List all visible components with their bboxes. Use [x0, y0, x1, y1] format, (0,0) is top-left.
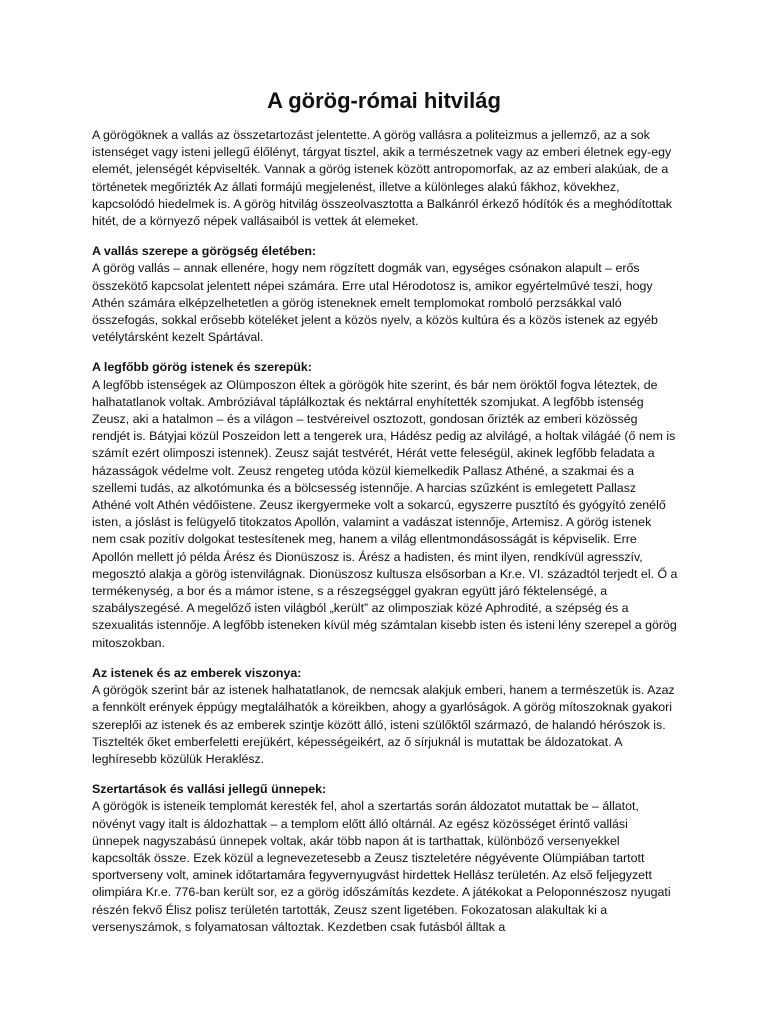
section-heading: Az istenek és az emberek viszonya: [92, 665, 302, 680]
section-paragraph: A legfőbb istenségek az Olümposzon éltek a görögök hite szerint, és bár nem öröktől fogva léteztek, de halhatatlanok voltak. Ambróziával táplálkoztak és nektárral enyhítették szomjukat. A legfőbb istenség Zeusz, aki a hatalmon – és a világon – testvéreivel osztozott, gondosan őrizték az emberi közösség rendjét is. Bátyjai közül Poszeidon lett a tengerek ura, Hádész pedig az alvilágé, a holtak világáé (ő nem is számít ezért olimposzi istennek). Zeusz saját testvérét, Hérát vette feleségül, akinek legfőbb feladata a házasságok védelme volt. Zeusz rengeteg utóda közül kiemelkedik Pallasz Athéné, a szakmai és a szellemi tudás, az alkotómunka és a bölcsesség istennője. A harcias szűzként is emlegetett Pallasz Athéné volt Athén védőistene. Zeusz ikergyermeke volt a sokarcú, egyszerre pusztító és gyógyító zenélő isten, a jóslást is felügyelő titokzatos Apollón, valamint a vadászat istennője, Artemisz. A görög istenek nem csak pozitív dolgokat testesítenek meg, hanem a világ ellentmondásosságát is képviselik. Erre Apollón mellett jó példa Árész és Dionüszosz is. Árész a hadisten, és mint ilyen, rendkívül agresszív, megosztó alakja a görög istenvilágnak. Dionüszosz kultusza elsősorban a Kr.e. VI. századtól terjedt el. Ő a termékenység, a bor és a mámor istene, s a részegséggel gyakran együtt járó féktelenségé, a szabályszegésé. A megelőző isten világból „került” az olimposziak közé Aphrodité, a szépség és a szexualitás istennője. A legfőbb isteneken kívül még számtalan kisebb isten és isteni lény szerepel a görög mitoszokban. [92, 377, 678, 650]
section-heading: Szertartások és vallási jellegű ünnepek: [92, 782, 327, 797]
intro-paragraph: A görögöknek a vallás az összetartozást jelentette. A görög vallásra a politeizmus a jellemző, az a sok istenséget vagy isteni jellegű élőlényt, tárgyat tisztel, akik a természetnek vagy az emberi életnek egy-egy elemét, jelenségét képviselték. Vannak a görög istenek között antropomorfak, az az emberi alakúak, de a történetek megőrizték Az állati formájú megjelenést, illetve a különleges alakú fákhoz, kövekhez, kapcsolódó hiedelmek is. A görög hitvilág összeolvasztotta a Balkánról érkező hódítók és a meghódítottak hitét, de a környező népek vallásaiból is vettek át elemeket. [92, 128, 672, 229]
section-main-gods [92, 359, 678, 651]
section-heading: A vallás szerepe a görögség életében: [92, 244, 317, 259]
section-gods-and-humans [92, 665, 678, 768]
document-body [92, 127, 678, 949]
page-title: A görög-római hitvilág [267, 88, 501, 113]
section-rituals-festivals [92, 781, 678, 936]
section-paragraph: A görögök is isteneik templomát keresték fel, ahol a szertartás során áldozatot mutattak be – állatot, növényt vagy italt is áldozhattak – a templom előtt álló oltárnál. Az egész közösséget érintő vallási ünnepek nagyszabású ünnepek voltak, akár több napon át is tarthattak, különböző versenyekkel kapcsolták össze. Ezek közül a legnevezetesebb a Zeusz tiszteletére négyévente Olümpiában tartott sportverseny volt, aminek időtartamára fegyvernyugvást hirdettek Hellász területén. Az első feljegyzett olimpiára Kr.e. 776-ban került sor, ez a görög időszámítás kezdete. A játékokat a Peloponnészosz nyugati részén fekvő Élisz polisz területén tartották, Zeusz szent ligetében. Fokozatosan alakultak ki a versenyszámok, s folyamatosan változtak. Kezdetben csak futásból álltak a [92, 799, 671, 934]
section-heading: A legfőbb görög istenek és szerepük: [92, 360, 312, 375]
section-paragraph: A görög vallás – annak ellenére, hogy nem rögzített dogmák van, egységes csónakon alapult – erős összekötő kapcsolat jelentett népei számára. Erre utal Hérodotosz is, amikor egyértelművé teszi, hogy Athén számára elképzelhetetlen a görög isteneknek emelt templomokat romboló perzsákkal való összefogás, sokkal erősebb köteléket jelent a közös nyelv, a közös kultúra és a közös istenek az egyéb vetélytársként kezelt Spártával. [92, 261, 658, 345]
section-religion-role [92, 243, 678, 346]
section-paragraph: A görögök szerint bár az istenek halhatatlanok, de nemcsak alakjuk emberi, hanem a természetük is. Azaz a fennkölt erények éppúgy megtalálhatók a köreikben, ahogy a gyarlóságok. A görög mítoszoknak gyakori szereplői az istenek és az emberek szintje között álló, isteni szülőktől származó, de halandó hérószok is. Tisztelték őket emberfeletti erejükért, képességeikért, az ő sírjuknál is mutattak be áldozatokat. A leghíresebb közülük Heraklész. [92, 683, 675, 766]
